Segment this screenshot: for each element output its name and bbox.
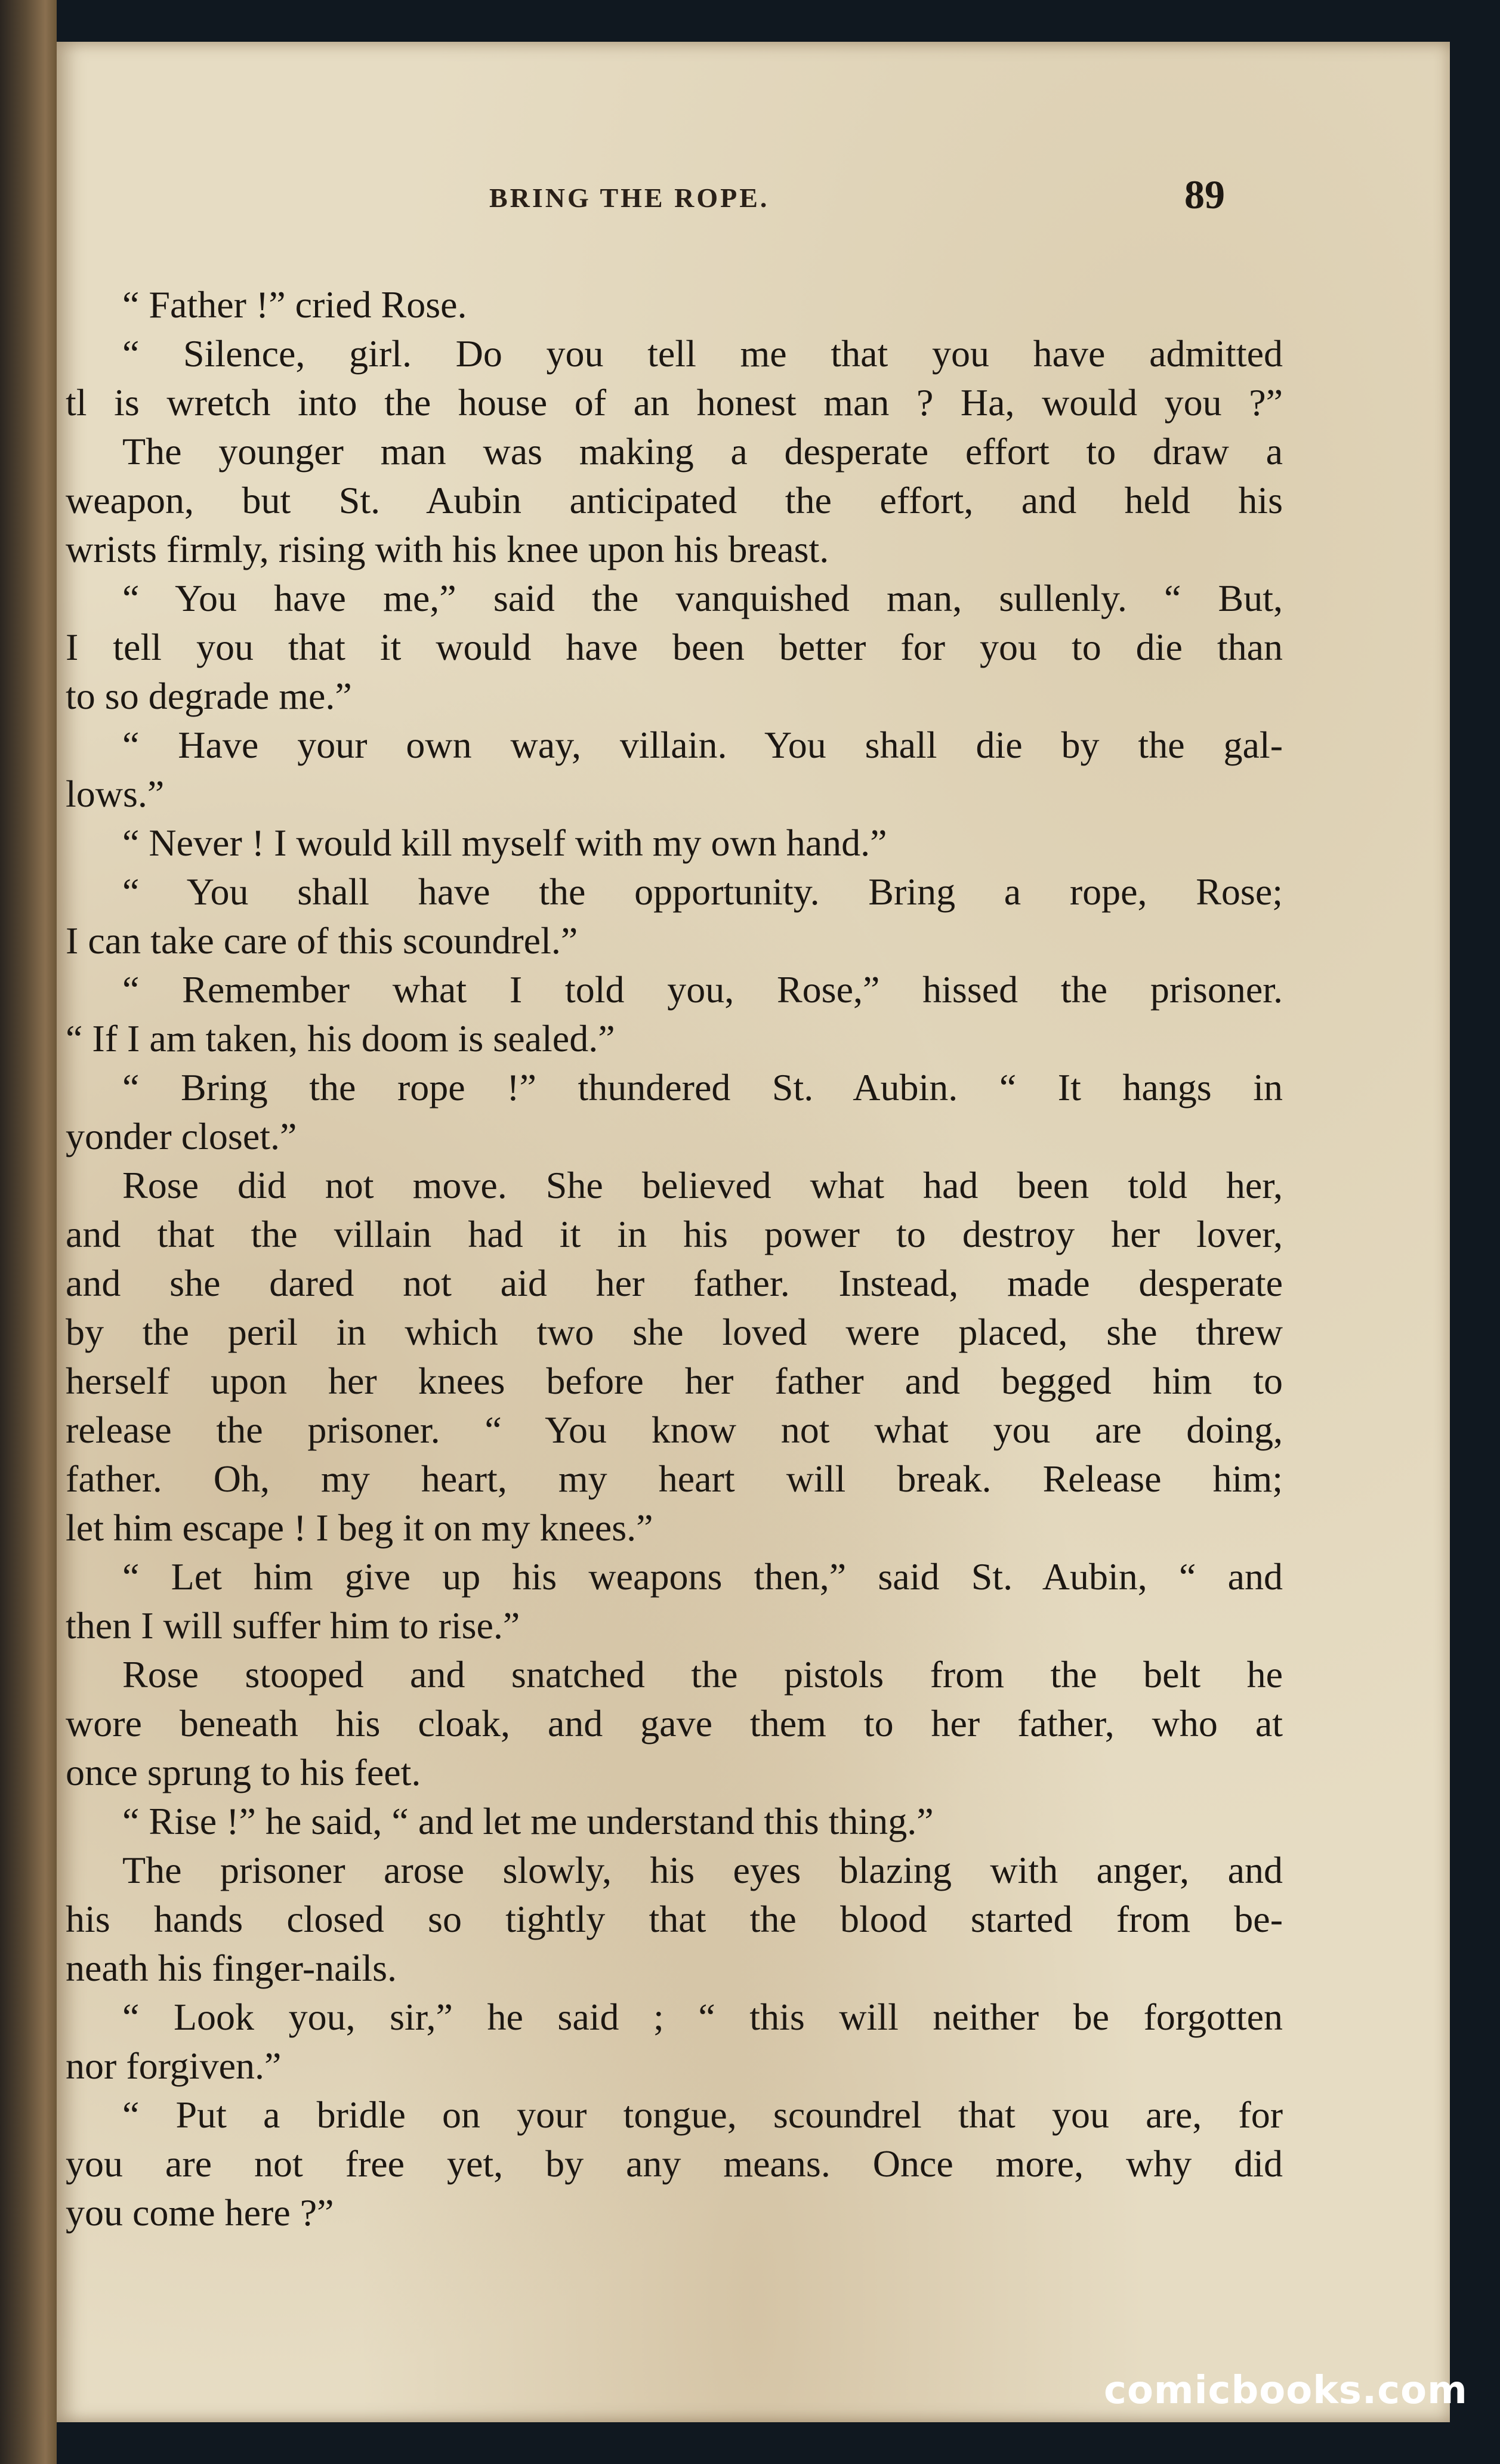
text-line: you come here ?”	[66, 2191, 334, 2234]
text-line: “ Silence, girl. Do you tell me that you have admitted	[122, 332, 1283, 375]
text-line: by the peril in which two she loved were placed, she threw	[66, 1311, 1283, 1353]
text-line: “ Father !” cried Rose.	[122, 283, 467, 326]
text-line: The younger man was making a desperate effort to draw a	[122, 430, 1283, 473]
text-line: nor forgiven.”	[66, 2045, 282, 2087]
text-line: weapon, but St. Aubin anticipated the effort, and held his	[66, 479, 1283, 521]
text-line: to so degrade me.”	[66, 675, 352, 717]
text-line: Rose did not move. She believed what had been told her,	[122, 1164, 1283, 1206]
text-line: The prisoner arose slowly, his eyes blazing with anger, and	[122, 1849, 1283, 1891]
text-line: “ Have your own way, villain. You shall die by the gal-	[122, 724, 1283, 766]
text-line: “ Bring the rope !” thundered St. Aubin. “ It hangs in	[122, 1066, 1283, 1109]
page-number: 89	[1184, 172, 1225, 217]
body-text	[66, 280, 1283, 2237]
book-spine-edge	[0, 0, 57, 2464]
text-line: “ Remember what I told you, Rose,” hissed the prisoner.	[122, 968, 1283, 1011]
text-line: “ You have me,” said the vanquished man, sullenly. “ But,	[122, 577, 1283, 619]
text-line: Rose stooped and snatched the pistols from the belt he	[122, 1653, 1283, 1696]
watermark: comicbooks.com	[1104, 2369, 1468, 2413]
running-head: BRING THE ROPE.	[489, 183, 770, 213]
text-line: “ Rise !” he said, “ and let me understand this thing.”	[122, 1800, 934, 1842]
text-line: I tell you that it would have been better for you to die than	[66, 626, 1283, 668]
text-line: “ Put a bridle on your tongue, scoundrel that you are, for	[122, 2094, 1283, 2136]
text-line: “ Never ! I would kill myself with my own hand.”	[122, 822, 887, 864]
text-line: his hands closed so tightly that the blood started from be-	[66, 1898, 1283, 1940]
text-line: release the prisoner. “ You know not what you are doing,	[66, 1409, 1283, 1451]
text-line: let him escape ! I beg it on my knees.”	[66, 1506, 653, 1549]
text-line: herself upon her knees before her father and begged him to	[66, 1360, 1283, 1402]
text-line: I can take care of this scoundrel.”	[66, 919, 578, 962]
book-page	[57, 42, 1450, 2422]
text-line: yonder closet.”	[66, 1115, 297, 1157]
text-line: father. Oh, my heart, my heart will break. Release him;	[66, 1458, 1283, 1500]
page-header	[57, 158, 1450, 230]
text-line: “ If I am taken, his doom is sealed.”	[66, 1017, 615, 1060]
text-line: “ Let him give up his weapons then,” said St. Aubin, “ and	[122, 1555, 1283, 1598]
text-line: “ You shall have the opportunity. Bring a rope, Rose;	[122, 870, 1283, 913]
text-line: once sprung to his feet.	[66, 1751, 421, 1793]
text-line: and that the villain had it in his power to destroy her lover,	[66, 1213, 1283, 1255]
text-line: tl is wretch into the house of an honest man ? Ha, would you ?”	[66, 381, 1283, 424]
text-line: wrists firmly, rising with his knee upon his breast.	[66, 528, 829, 570]
text-line: lows.”	[66, 773, 165, 815]
text-line: and she dared not aid her father. Instead, made desperate	[66, 1262, 1283, 1304]
text-line: wore beneath his cloak, and gave them to her father, who at	[66, 1702, 1283, 1744]
text-line: neath his finger-nails.	[66, 1947, 397, 1989]
text-line: “ Look you, sir,” he said ; “ this will neither be forgotten	[122, 1996, 1283, 2038]
text-line: you are not free yet, by any means. Once more, why did	[66, 2142, 1283, 2185]
text-line: then I will suffer him to rise.”	[66, 1604, 520, 1647]
